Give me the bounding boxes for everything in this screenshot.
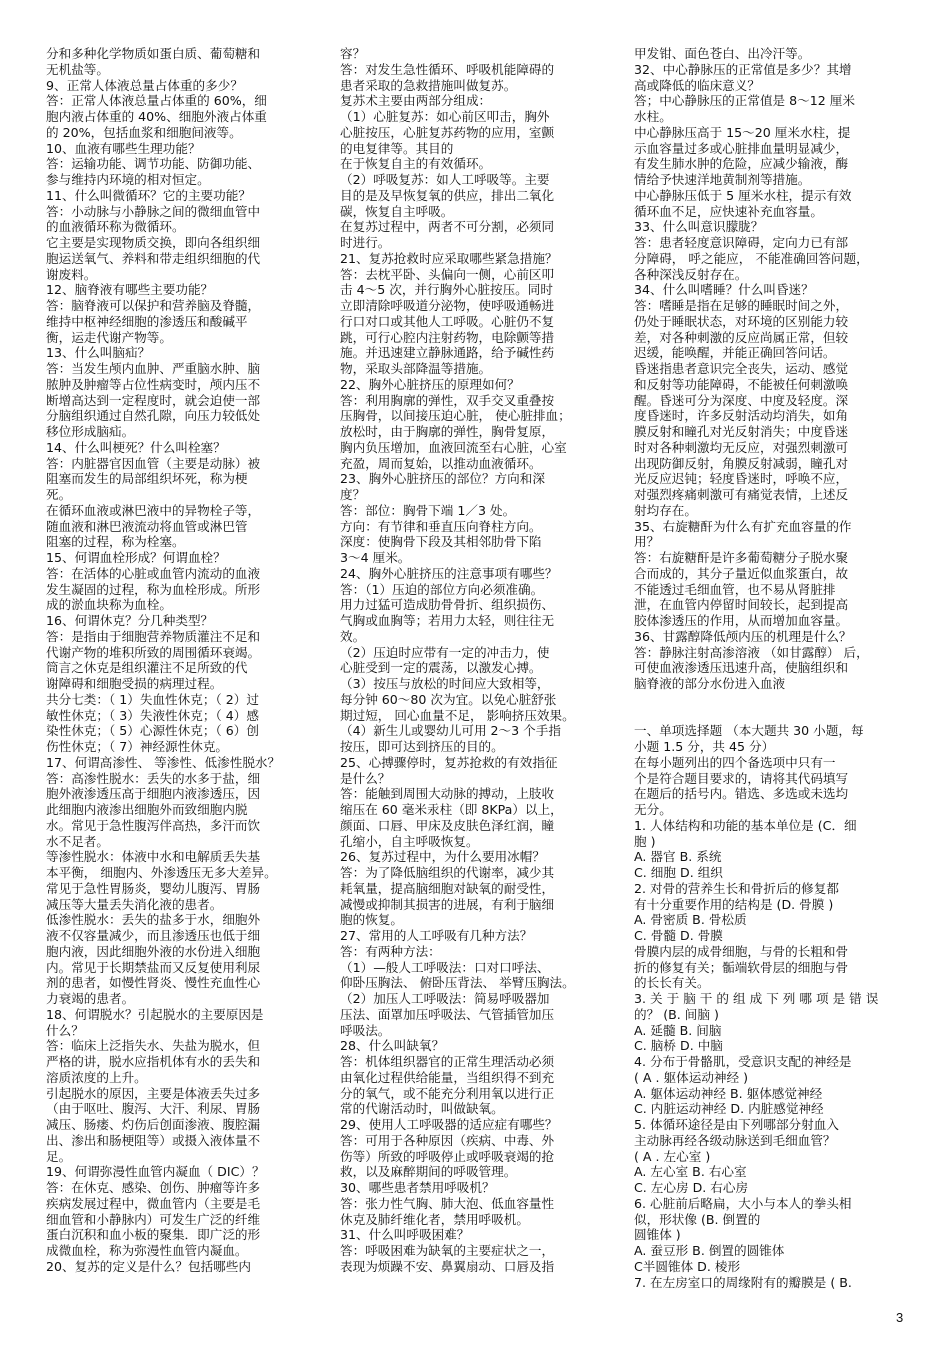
text-line: 心脏受到一定的震荡，以激发心搏。 <box>340 660 542 676</box>
text-line: 出现防御反射，角膜反射减弱，瞳孔对 <box>634 455 849 471</box>
text-line: 伤等）所致的呼吸停止或呼吸衰竭的抢 <box>340 1148 555 1164</box>
text-line: 高或降低的临床意义？ <box>634 77 760 93</box>
text-line: 孔缩小，自主呼吸恢复。 <box>340 833 479 849</box>
text-line: 度？ <box>340 487 366 502</box>
text-line: A. 骨密质 B. 骨松质 <box>634 912 747 928</box>
text-line: 答：高渗性脱水：丢失的水多于盐，细 <box>46 770 261 786</box>
text-line: 复苏术主要由两部分组成： <box>340 93 492 109</box>
text-line: 按压，即可达到挤压的目的。 <box>340 739 504 754</box>
text-line: 救，以及麻醉期间的呼吸管理。 <box>340 1164 517 1180</box>
text-line: 骨膜内层的成骨细胞，与骨的长粗和骨 <box>634 943 849 959</box>
text-line: 断增高达到一定程度时，就会迫使一部 <box>46 392 261 408</box>
text-line: 击 4～5 次，并行胸外心脏按压。同时 <box>340 282 553 298</box>
text-line: 时对各种刺激均无反应，对强烈刺激可 <box>634 439 849 455</box>
text-line: C. 骨髓 D. 骨膜 <box>634 928 723 943</box>
text-line: 个是符合题目要求的，请将其代码填写 <box>634 770 849 786</box>
text-line: 对强烈疼痛刺激可有痛觉表情，上述反 <box>634 487 849 502</box>
text-line: 答：在活体的心脏或血管内流动的血液 <box>46 565 261 581</box>
text-line: 答：张力性气胸、肺大泡、低血容量性 <box>340 1195 555 1211</box>
text-line: 12、脑脊液有哪些主要功能？ <box>46 282 214 298</box>
text-line: 胞内液占体重的 40%、细胞外液占体重 <box>46 109 267 124</box>
text-line: 胞的恢复。 <box>340 912 403 928</box>
text-line: 36、甘露醇降低颅内压的机理是什么？ <box>634 628 852 644</box>
text-line: 颜面、口唇、甲床及皮肤色泽红润，瞳 <box>340 817 555 833</box>
text-line: 筒言之休克是组织灌注不足所致的代 <box>46 660 248 676</box>
text-line: C. 内脏运动神经 D. 内脏感觉神经 <box>634 1101 824 1117</box>
text-line <box>634 692 896 708</box>
text-line: 目的是及早恢复氧的供应，排出二氧化 <box>340 187 555 203</box>
text-line: （4）新生儿或婴幼儿可用 2～3 个手指 <box>340 723 561 739</box>
text-column-middle <box>340 46 602 1275</box>
text-line: 答：可用于各种原因（疾病、中毒、外 <box>340 1132 555 1148</box>
text-line: 患者采取的急救措施叫做复苏。 <box>340 77 517 93</box>
text-line: 胞外液渗透压高于细胞内液渗透压，因 <box>46 786 261 802</box>
text-line: 中心静脉压低于 5 厘米水柱，提示有效 <box>634 187 852 203</box>
text-line: 示血容量过多或心脏排血量明显减少， <box>634 140 849 156</box>
text-line: 低渗性脱水：丢失的盐多于水，细胞外 <box>46 912 261 928</box>
text-line: 醒。昏迷可分为深度、中度及轻度。深 <box>634 392 849 408</box>
text-line: 缩压在 60 毫米汞柱（即 8KPa）以上， <box>340 802 563 817</box>
text-line: 水。常见于急性腹泻伴高热，多汗而饮 <box>46 817 261 833</box>
text-line: 呼吸法。 <box>340 1022 391 1038</box>
text-line: 7. 在左房室口的周缘附有的瓣膜是 ( B. <box>634 1274 852 1290</box>
text-line: A. 蚕豆形 B. 倒置的圆锥体 <box>634 1243 785 1258</box>
text-line: 29、使用人工呼吸器的适应症有哪些？ <box>340 1117 558 1132</box>
text-line: 答：在休克、感染、创伤、肿瘤等许多 <box>46 1180 261 1195</box>
text-line: 膜反射和瞳孔对光反射消失；中度昏迷 <box>634 424 849 439</box>
text-line: 答：为了降低脑组织的代谢率，减少其 <box>340 865 555 880</box>
text-line: 答：利用胸廓的弹性，双手交叉重叠按 <box>340 392 555 408</box>
text-line: 9、正常人体液总量占体重的多少？ <box>46 77 243 93</box>
text-line: 效。 <box>340 628 366 644</box>
text-line: 剂的患者，如慢性肾炎、慢性充血性心 <box>46 975 261 991</box>
text-line: 发生凝固的过程，称为血栓形成。所形 <box>46 581 261 597</box>
text-line: 在题后的括号内。错选、多选或未选均 <box>634 786 849 802</box>
text-line: 和反射等功能障碍，不能被任何刺激唤 <box>634 376 849 392</box>
text-line: 的血液循环称为微循环。 <box>46 219 185 235</box>
text-line: 水柱。 <box>634 109 672 124</box>
text-line: 等渗性脱水：体液中水和电解质丢失基 <box>46 849 261 865</box>
text-line: 染性休克；（ 5）心源性休克；（ 6）创 <box>46 723 259 739</box>
text-line: 32、中心静脉压的正常值是多少？其增 <box>634 61 852 77</box>
text-line: 15、何谓血栓形成？何谓血栓？ <box>46 550 226 565</box>
text-line: 答；中心静脉压的正常值是 8～12 厘米 <box>634 93 855 109</box>
text-line: 蛋白沉积和血小板的聚集．即广泛的形 <box>46 1227 261 1243</box>
text-line: 气胸或血胸等；若用力太轻，则往往无 <box>340 613 555 628</box>
text-line: 成微血栓，称为弥漫性血管内凝血。 <box>46 1243 248 1258</box>
text-line: 充盈，周而复始，以推动血液循环。 <box>340 455 542 471</box>
text-line: 物，采取头部降温等措施。 <box>340 361 492 376</box>
text-line: 不能透过毛细血管，也不易从肾脏排 <box>634 581 836 597</box>
text-line: 用？ <box>634 534 660 550</box>
text-line: 参与维持内环境的相对恒定。 <box>46 172 210 187</box>
text-line: 引起脱水的原因，主要是体液丢失过多 <box>46 1085 261 1101</box>
text-line: 时进行。 <box>340 235 391 250</box>
text-line: （1）—般人工呼吸法：口对口呼法、 <box>340 959 550 975</box>
text-line: 谢障碍和细胞受损的病理过程。 <box>46 676 223 691</box>
text-column-left <box>46 46 308 1275</box>
text-line: 24、胸外心脏挤压的注意事项有哪些？ <box>340 565 558 581</box>
text-line: 液不仅容量减少，而且渗透压也低于细 <box>46 928 261 943</box>
text-line: 在于恢复自主的有效循环。 <box>340 156 492 172</box>
text-line: 在复苏过程中，两者不可分割，必须同 <box>340 219 555 235</box>
text-line: 5. 体循环途径是由下列哪部分射血入 <box>634 1117 839 1132</box>
text-line: 阻塞的过程，称为栓塞。 <box>46 534 185 550</box>
text-line: 迟缓，能唤醒，并能正确回答问话。 <box>634 345 836 361</box>
text-line: 31、什么叫呼吸困难？ <box>340 1227 470 1243</box>
text-line: 的电复律等。其目的 <box>340 140 454 156</box>
text-line: 2. 对骨的营养生长和骨折后的修复都 <box>634 880 839 896</box>
text-line: 维持中枢神经细胞的渗透压和酸碱平 <box>46 313 248 329</box>
text-line: 心脏按压，心脏复苏药物的应用，室颤 <box>340 124 555 140</box>
text-line: 伤性休克；（ 7）神经源性休克。 <box>46 739 229 754</box>
text-line: A. 延髓 B. 间脑 <box>634 1022 722 1038</box>
text-line: 耗氧量，提高脑细胞对缺氧的耐受性， <box>340 880 555 896</box>
text-line: 出、渗出和肠梗阻等）或摄入液体量不 <box>46 1132 261 1148</box>
text-line: 水不足者。 <box>46 833 109 849</box>
text-line: 脓肿及肿瘤等占位性病变时，颅内压不 <box>46 376 261 392</box>
text-line: 答：对发生急性循环、呼吸机能障碍的 <box>340 61 555 77</box>
text-line: 的长长有关。 <box>634 975 710 991</box>
text-line: 11、什么叫微循环？它的主要功能？ <box>46 187 251 203</box>
text-line: 本平衡， 细胞内、外渗透压无多大差异。 <box>46 865 277 880</box>
text-line: 期过短， 回心血量不足， 影响挤压效果。 <box>340 707 575 723</box>
text-line: 深度：使胸骨下段及其相邻肋骨下陷 <box>340 534 542 550</box>
text-line: 胞运送氧气、养料和带走组织细胞的代 <box>46 250 261 266</box>
text-line: 它主要是实现物质交换，即向各组织细 <box>46 235 261 250</box>
text-line: 答：有两种方法： <box>340 943 441 959</box>
text-line: 3. 关 于 脑 干 的 组 成 下 列 哪 项 是 错 误 <box>634 991 879 1006</box>
text-line: 4. 分布于骨骼肌，受意识支配的神经是 <box>634 1054 852 1069</box>
text-line: 14、什么叫梗死？什么叫栓塞？ <box>46 439 226 455</box>
text-line: 答：部位：胸骨下端 1／3 处。 <box>340 502 516 518</box>
text-line: 6. 心脏前后略扁，大小与本人的拳头相 <box>634 1195 852 1211</box>
text-line: 减压等大量丢失消化液的患者。 <box>46 896 223 912</box>
text-line: 甲发钳、面色苍白、出冷汗等。 <box>634 46 811 61</box>
text-line: 行口对口或其他人工呼吸。心脏仍不复 <box>340 313 555 329</box>
text-line: C. 细胞 D. 组织 <box>634 865 723 880</box>
text-line: A. 左心室 B. 右心室 <box>634 1164 747 1180</box>
text-line: 力衰竭的患者。 <box>46 991 135 1006</box>
text-line: ( A . 躯体运动神经 ) <box>634 1069 749 1085</box>
text-line: 碳，恢复自主呼吸。 <box>340 203 454 219</box>
text-line: 各种深浅反射存在。 <box>634 266 748 282</box>
text-line: 细血管和小静脉内）可发生广泛的纤维 <box>46 1211 261 1227</box>
text-line: 答：能触到周围大动脉的搏动，上肢收 <box>340 786 555 802</box>
text-line: 25、心搏骤停时，复苏抢救的有效指征 <box>340 754 558 770</box>
text-line: 34、什么叫嗜睡？什么叫昏迷？ <box>634 282 814 298</box>
text-column-right <box>634 46 896 1290</box>
text-line: （2）呼吸复苏：如人工呼吸等。主要 <box>340 172 550 187</box>
text-line: 20、复苏的定义是什么？包括哪些内 <box>46 1258 251 1274</box>
text-line: 立即清除呼吸道分泌物，使呼吸通畅进 <box>340 298 555 313</box>
text-line: 压胸骨，以间接压迫心脏， 使心脏排血； <box>340 408 571 424</box>
text-line: 胞 ) <box>634 833 656 849</box>
text-line: 昏迷指患者意识完全丧失，运动、感觉 <box>634 361 849 376</box>
text-line: 合而成的，其分子量近似血浆蛋白，故 <box>634 565 849 581</box>
text-line: 主动脉再经各级动脉送到毛细血管？ <box>634 1132 836 1148</box>
text-line: 的？ (B. 间脑 ) <box>634 1006 719 1022</box>
text-line: 有发生肺水肿的危险，应减少输液，酶 <box>634 156 849 172</box>
text-line: 答：小动脉与小静脉之间的微细血管中 <box>46 203 261 219</box>
text-line: 衡，运走代谢产物等。 <box>46 329 172 345</box>
text-line: 循环血不足，应快速补充血容量。 <box>634 203 823 219</box>
text-line: 死。 <box>46 487 72 502</box>
text-line: 答：呼吸困难为缺氧的主要症状之一， <box>340 1243 555 1258</box>
text-line: C. 脑桥 D. 中脑 <box>634 1038 723 1054</box>
text-line: 16、何谓休克？分几种类型？ <box>46 613 214 628</box>
text-line: C. 左心房 D. 右心房 <box>634 1180 749 1195</box>
text-line: （2）压迫时应带有一定的冲击力，使 <box>340 644 550 660</box>
text-line: C半圆锥体 D. 棱形 <box>634 1258 741 1274</box>
text-line: 答：患者轻度意识障碍，定向力已有部 <box>634 235 849 250</box>
text-line: 疾病发展过程中，微血管内（主要是毛 <box>46 1195 261 1211</box>
text-line: （2）加压人工呼吸法：简易呼吸器加 <box>340 991 550 1006</box>
text-line: 敏性休克；（ 3）失液性休克；（ 4）感 <box>46 707 259 723</box>
text-line: 内。常见于长期禁盐而又反复使用利尿 <box>46 959 261 975</box>
text-line: 3～4 厘米。 <box>340 550 411 565</box>
text-line: 答：右旋糖酐是许多葡萄糖分子脱水聚 <box>634 550 849 565</box>
text-line: 折的修复有关；骺端软骨层的细胞与骨 <box>634 959 849 975</box>
text-line: 分障碍， 呼之能应， 不能准确回答问题， <box>634 250 869 266</box>
text-line: 胞内液，因此细胞外液的水份进入细胞 <box>46 943 261 959</box>
text-line: 答：运输功能、调节功能、防御功能、 <box>46 156 261 172</box>
text-line: 答：嗜睡是指在足够的睡眠时间之外， <box>634 298 849 313</box>
text-line: 跳，可行心腔内注射药物，电除颤等措 <box>340 329 555 345</box>
text-line: 圆锥体 ) <box>634 1227 681 1243</box>
text-line: 谢废料。 <box>46 266 97 282</box>
text-line: 小题 1.5 分，共 45 分） <box>634 739 775 754</box>
text-line: 胶体渗透压的作用，从而增加血容量。 <box>634 613 849 628</box>
text-line: 18、何谓脱水？引起脱水的主要原因是 <box>46 1006 264 1022</box>
text-line: A. 器官 B. 系统 <box>634 849 722 865</box>
text-line: 放松时，由于胸廓的弹性，胸骨复原， <box>340 424 555 439</box>
text-line: 一、单项选择题 （本大题共 30 小题，每 <box>634 723 864 739</box>
text-line: 射均存在。 <box>634 502 697 518</box>
text-line: 答：正常人体液总量占体重的 60%，细 <box>46 93 267 109</box>
text-line: ( A . 左心室 ) <box>634 1148 711 1164</box>
text-line: （3）按压与放松的时间应大致相等， <box>340 676 550 691</box>
text-line: 阻塞而发生的局部组织坏死，称为梗 <box>46 471 248 487</box>
text-line: 21、复苏抢救时应采取哪些紧急措施？ <box>340 250 558 266</box>
text-line: 压法、面罩加压呼吸法、气管插管加压 <box>340 1006 555 1022</box>
text-line: 分脑组织通过自然孔隙，向压力较低处 <box>46 408 261 424</box>
text-line: 用力过猛可造成肋骨骨折、组织损伤、 <box>340 597 555 613</box>
text-line: 脑脊液的部分水份进入血液 <box>634 676 786 691</box>
text-line: 答：静脉注射高渗溶液 （如甘露醇） 后， <box>634 644 869 660</box>
text-line: 17、何谓高渗性、 等渗性、低渗性脱水？ <box>46 754 281 770</box>
text-line: 分和多种化学物质如蛋白质、葡萄糖和 <box>46 46 261 61</box>
text-line: 28、什么叫缺氧？ <box>340 1038 445 1054</box>
page-number: 3 <box>896 1310 904 1325</box>
text-line: 是什么？ <box>340 770 391 786</box>
text-line: 容？ <box>340 46 366 61</box>
text-line: 答：脑脊液可以保护和营养脑及脊髓， <box>46 298 261 313</box>
text-line: 成的淤血块称为血栓。 <box>46 597 172 613</box>
text-line: 什么？ <box>46 1022 84 1038</box>
text-line: （由于呕吐、腹泻、大汗、利尿、胃肠 <box>46 1101 261 1117</box>
text-line: 情给予快速洋地黄制剂等措施。 <box>634 172 811 187</box>
text-line: 1. 人体结构和功能的基本单位是 (C．细 <box>634 817 857 833</box>
text-line: 常的代谢活动时，叫做缺氧。 <box>340 1101 504 1117</box>
text-line: 足。 <box>46 1148 72 1164</box>
text-line: 移位形成脑疝。 <box>46 424 135 439</box>
text-line: 表现为烦躁不安、鼻翼扇动、口唇及指 <box>340 1258 555 1274</box>
text-line: 常见于急性胃肠炎，婴幼儿腹泻、胃肠 <box>46 880 261 896</box>
text-line: 在循环血液或淋巴液中的异物栓子等， <box>46 502 261 518</box>
text-line: 溶质浓度的上升。 <box>46 1069 147 1085</box>
text-line: （1）心脏复苏：如心前区叩击，胸外 <box>340 109 550 124</box>
text-line: 22、胸外心脏挤压的原理如何？ <box>340 376 520 392</box>
text-line: 休克及肺纤维化者，禁用呼吸机。 <box>340 1211 529 1227</box>
text-line: A. 躯体运动神经 B. 躯体感觉神经 <box>634 1085 823 1101</box>
text-line: 10、血液有哪些生理功能？ <box>46 140 201 156</box>
text-line: 此细胞内液渗出细胞外而致细胞内脱 <box>46 802 248 817</box>
text-line <box>634 708 896 724</box>
text-line: 35、右旋糖酐为什么有扩充血容量的作 <box>634 518 852 534</box>
text-line: 可使血液渗透压迅速升高，使脑组织和 <box>634 660 849 676</box>
text-line: 答：内脏器官因血管（主要是动脉）被 <box>46 455 261 471</box>
text-line: 答：去枕平卧、头偏向一侧，心前区叩 <box>340 266 555 282</box>
text-line: 严格的讲，脱水应指机体有水的丢失和 <box>46 1054 261 1069</box>
text-line: 光反应迟钝；轻度昏迷时，呼唤不应， <box>634 471 849 487</box>
text-line: 仍处于睡眠状态，对环境的区别能力较 <box>634 313 849 329</box>
text-line: 方向：有节律和垂直压向脊柱方向。 <box>340 518 542 534</box>
text-line: 的 20%，包括血浆和细胞间液等。 <box>46 124 242 140</box>
text-line: 减慢或抑制其损害的进展，有利于脑细 <box>340 896 555 912</box>
text-line: 答：临床上泛指失水、失盐为脱水，但 <box>46 1038 261 1054</box>
text-line: 仰卧压胸法、 俯卧压背法、 举臂压胸法。 <box>340 975 575 991</box>
text-line: 无分。 <box>634 802 672 817</box>
text-line: 胸内负压增加，血液回流至右心脏，心室 <box>340 439 567 455</box>
text-line: 中心静脉压高于 15～20 厘米水柱，提 <box>634 124 851 140</box>
text-line: 答：是指由于细胞营养物质灌注不足和 <box>46 628 261 644</box>
text-line: 每分钟 60～80 次为宜。以免心脏舒张 <box>340 691 557 707</box>
text-line: 共分七类：（ 1）失血性休克；（ 2）过 <box>46 691 259 707</box>
text-line: 在每小题列出的四个备选项中只有一 <box>634 754 836 770</box>
text-line: 施。并迅速建立静脉通路，给予碱性药 <box>340 345 555 361</box>
text-line: 33、什么叫意识朦胧？ <box>634 219 764 235</box>
text-line: 26、复苏过程中，为什么要用冰帽？ <box>340 849 545 865</box>
text-line: 答：当发生颅内血肿、严重脑水肿、脑 <box>46 361 261 376</box>
text-line: 答：机体组织器官的正常生理活动必须 <box>340 1054 555 1069</box>
text-line: 有十分重要作用的结构是 (D. 骨膜 ) <box>634 896 834 912</box>
text-line: 答：（1）压迫的部位方向必须准确。 <box>340 581 544 597</box>
text-line: 由氧化过程供给能量，当组织得不到充 <box>340 1069 555 1085</box>
text-line: 度昏迷时，许多反射活动均消失，如角 <box>634 408 849 424</box>
text-line: 分的氧气，或不能充分利用氧以进行正 <box>340 1085 555 1101</box>
text-line: 30、哪些患者禁用呼吸机？ <box>340 1180 495 1195</box>
text-line: 无机盐等。 <box>46 61 109 77</box>
text-line: 似，形状像 (B. 倒置的 <box>634 1211 761 1227</box>
text-line: 减压、肠瘘、灼伤后创面渗液、腹腔漏 <box>46 1117 261 1132</box>
text-line: 差，对各种刺激的反应尚属正常，但较 <box>634 329 849 345</box>
text-line: 泄，在血管内停留时间较长，起到提高 <box>634 597 849 613</box>
text-line: 13、什么叫脑疝？ <box>46 345 151 361</box>
text-line: 27、常用的人工呼吸有几种方法？ <box>340 928 533 943</box>
text-line: 23、胸外心脏挤压的部位？方向和深 <box>340 471 545 487</box>
text-line: 随血液和淋巴液流动将血管或淋巴管 <box>46 518 248 534</box>
text-line: 19、何谓弥漫性血管内凝血（ DIC）？ <box>46 1164 265 1180</box>
text-line: 代谢产物的堆积所致的周围循环衰竭。 <box>46 644 261 660</box>
